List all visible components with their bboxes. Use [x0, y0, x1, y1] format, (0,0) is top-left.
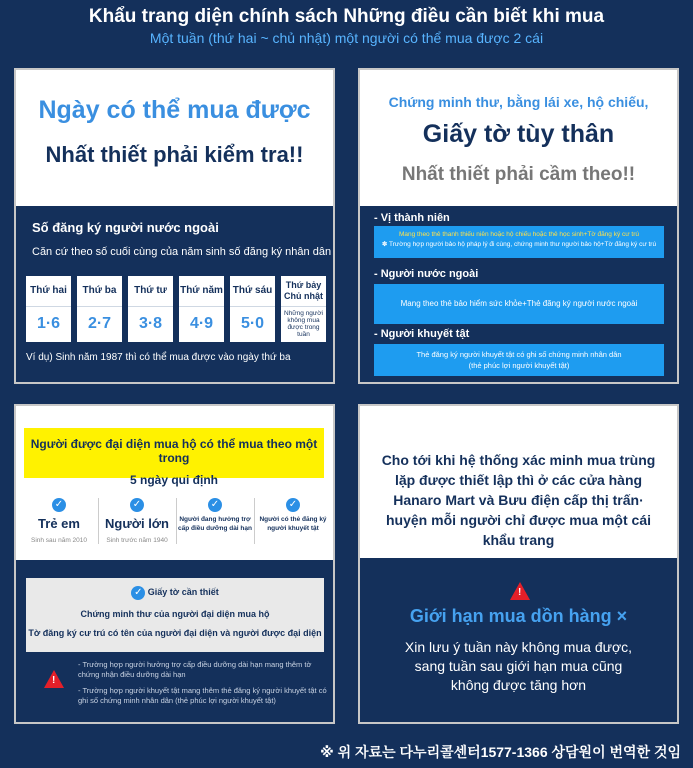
disabled-info-line-b: (thẻ phúc lợi người khuyết tật): [468, 361, 570, 370]
day-digits: 1·6: [36, 315, 61, 332]
day-digits: 5·0: [240, 315, 265, 332]
category-title: Người lớn: [104, 516, 169, 531]
day-card-wed: [128, 276, 173, 342]
proxy-note-1: - Trường hợp người hưởng trợ cấp điều dưỡng dài hạn mang thêm tờ chứng nhận điều dưỡng dài hạn: [78, 660, 312, 679]
category-divider: [98, 498, 99, 544]
minor-info-bar: [374, 226, 664, 258]
category-adult: [100, 494, 174, 550]
page-subtitle: Một tuần (thứ hai ~ chủ nhật) một người có thể mua được 2 cái: [149, 30, 544, 46]
day-card-fri: [230, 276, 275, 342]
day-card-tue: [77, 276, 122, 342]
purchase-limit-panel: [358, 404, 679, 724]
panel2-navy-area: [360, 206, 677, 382]
example-text: Ví dụ) Sinh năm 1987 thì có thể mua được vào ngày thứ ba: [26, 352, 291, 363]
id-document-panel: [358, 68, 679, 384]
disabled-info-bar: [374, 344, 664, 376]
check-icon: ✓: [208, 498, 222, 512]
category-disabled: [256, 494, 330, 550]
panel2-subtitle: Nhất thiết phải cầm theo!!: [401, 164, 636, 185]
day-card-weekend: [281, 276, 326, 342]
limit-line-3: không được tăng hơn: [450, 677, 587, 693]
category-desc: Sinh sau năm 2010: [30, 537, 87, 544]
category-title: Người đang hưởng trợ cấp điều dưỡng dài hạn: [178, 516, 252, 532]
required-docs-title-row: [26, 586, 324, 600]
day-card-thu: [179, 276, 224, 342]
check-icon: ✓: [130, 498, 144, 512]
day-digits: 4·9: [189, 315, 214, 332]
day-card-mon: [26, 276, 71, 342]
proxy-note-2: - Trường hợp người khuyết tật mang thêm thẻ đăng ký người khuyết tật có ghi số chứng minh nhân dân (thẻ phúc lợi người khuyết tật): [78, 686, 327, 705]
panel2-heading: Chứng minh thư, bằng lái xe, hộ chiếu,: [388, 94, 649, 110]
page-title: Khẩu trang diện chính sách Những điều cần biết khi mua: [88, 6, 605, 27]
section-disabled-title: - Người khuyết tật: [374, 328, 470, 340]
panel2-title: Giấy tờ tùy thân: [422, 120, 615, 148]
required-doc-line1: Chứng minh thư của người đại diện mua hộ: [80, 609, 270, 619]
proxy-banner-line2: 5 ngày qui định: [129, 473, 218, 487]
day-name: Thứ tư: [128, 276, 173, 307]
foreigner-reg-desc: Căn cứ theo số cuối cùng của năm sinh số đăng ký nhân dân: [32, 246, 332, 258]
warning-icon: !: [510, 582, 530, 600]
panel1-subheading: Nhất thiết phải kiểm tra!!: [45, 142, 304, 167]
panel1-navy-area: [16, 206, 333, 382]
header: [0, 0, 693, 50]
category-title: Trẻ em: [38, 516, 80, 531]
purchase-day-panel: [14, 68, 335, 384]
limit-line-1: Xin lưu ý tuần này không mua được,: [404, 639, 633, 655]
purchase-limit-text: Cho tới khi hệ thống xác minh mua trùng lặp được thiết lập thì ở các cửa hàng Hanaro Mart và Bưu điện cấp thị trấn· huyện mỗi người chỉ được mua một cái khẩu trang: [381, 452, 656, 548]
hoarding-limit-heading: Giới hạn mua dồn hàng ×: [409, 606, 628, 626]
category-divider: [254, 498, 255, 544]
proxy-banner-line1: Người được đại diện mua hộ có thể mua theo một trong: [30, 437, 318, 465]
foreigner-reg-title: Số đăng ký người nước ngoài: [32, 220, 219, 235]
day-digits: Những người không mua được trong tuần: [284, 310, 323, 338]
hoarding-limit-lines: [360, 638, 677, 695]
check-icon: ✓: [131, 586, 145, 600]
source-footnote: ※ 위 자료는 다누리콜센터1577-1366 상담원이 번역한 것임: [320, 744, 681, 760]
check-icon: ✓: [52, 498, 66, 512]
required-doc-line2: Tờ đăng ký cư trú có tên của người đại diện và người được đại diện: [28, 628, 322, 638]
check-icon: ✓: [286, 498, 300, 512]
foreigner-info-bar: Mang theo thẻ bảo hiểm sức khỏe+Thẻ đăng ký người nước ngoài: [374, 284, 664, 324]
day-digits: 2·7: [87, 315, 112, 332]
category-longterm-care: [178, 494, 252, 550]
warning-icon: !: [44, 670, 64, 688]
category-desc: Sinh trước năm 1940: [106, 537, 168, 544]
day-name: Thứ sáu: [230, 276, 275, 307]
disabled-info-line-a: Thẻ đăng ký người khuyết tật có ghi số chứng minh nhân dân: [416, 350, 622, 359]
weekday-grid: [26, 276, 326, 342]
required-docs-title: Giấy tờ cần thiết: [147, 587, 219, 597]
panel1-heading: Ngày có thể mua được: [38, 96, 311, 124]
proxy-yellow-banner: [24, 428, 324, 487]
required-docs-box: [26, 578, 324, 652]
day-digits: 3·8: [138, 315, 163, 332]
proxy-purchase-panel: [14, 404, 335, 724]
section-minor-title: - Vị thành niên: [374, 212, 450, 224]
day-name: Thứ bảy Chủ nhật: [281, 276, 326, 307]
day-name: Thứ năm: [179, 276, 224, 307]
limit-line-2: sang tuần sau giới hạn mua cũng: [414, 658, 623, 674]
category-child: [22, 494, 96, 550]
category-title: Người có thẻ đăng ký người khuyết tật: [259, 516, 327, 532]
category-divider: [176, 498, 177, 544]
minor-info-line-a: Mang theo thẻ thanh thiếu niên hoặc hộ chiếu hoặc thẻ học sinh+Tờ đăng ký cư trú: [398, 231, 640, 238]
minor-info-line-b: ✽ Trường hợp người bảo hộ pháp lý đi cùng, chứng minh thư người bảo hộ+Tờ đăng ký cư trú: [381, 241, 657, 248]
day-name: Thứ hai: [26, 276, 71, 307]
section-foreigner-title: - Người nước ngoài: [374, 268, 479, 280]
day-name: Thứ ba: [77, 276, 122, 307]
panel3-navy-area: [16, 560, 333, 722]
